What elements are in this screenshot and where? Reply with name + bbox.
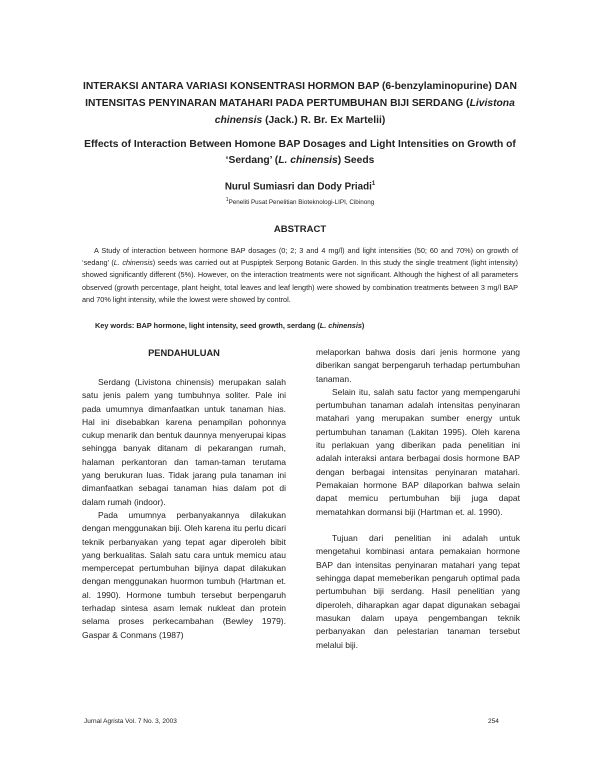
species-name: chinensis: [214, 115, 263, 126]
abstract-heading: ABSTRACT: [273, 224, 327, 235]
author-names: Nurul Sumiasri dan Dody Priadi: [224, 181, 372, 193]
abstract-text: A Study of interaction between hormone BAP dosages (0; 2; 3 and 4 mg/l) and light intensities (50; 60 and 70%) on growth of ‘sedang’ (L. chinensis) seeds was carried out at Puspiptek Serpong Botanic Garden. In this study the single treatment (light intensity) showed significantly different (5%). However, on the interaction treatments were not significant. Although the highest of all parameters observed (growth percentage, plant height, total leaves and leaf length) were showed by combination treatments between 3 mg/l BAP and 70% light intensity, while the lowest were showed by control.: [82, 246, 518, 304]
title-line-1: INTERAKSI ANTARA VARIASI KONSENTRASI HORMON BAP (6-benzylaminopurine) DAN: [82, 81, 517, 92]
paragraph: Pada umumnya perbanyakannya dilakukan dengan menggunakan biji. Oleh karena itu perlu dicari teknik perbanyakan yang tepat agar diperoleh bibit yang berkualitas. Salah satu cara untuk memicu atau mempercepat pertumbuhan bijinya dapat dilakukan dengan menggunakan huormon tumbuh (Hartman et. al. 1990). Hormone tumbuh tersebut berpengaruh terhadap sintesa asam lemak nukleat dan protein selama proses perkecambahan (Bewley 1979). Gaspar & Conmans (1987): [82, 509, 286, 640]
subtitle-line-2: ‘Serdang’ (L. chinensis) Seeds: [225, 155, 375, 166]
paper-title: [80, 78, 520, 129]
author-marker: 1: [371, 181, 376, 187]
left-column: [82, 376, 286, 642]
page-number: 254: [488, 718, 499, 725]
affiliation-marker: 1: [225, 197, 229, 203]
paragraph: melaporkan bahwa dosis dari jenis hormone yang diberikan sangat berpengaruh terhadap pertumbuhan tanaman.: [316, 347, 520, 384]
species-name: L. chinensis: [113, 258, 153, 268]
paragraph: Selain itu, salah satu factor yang mempengaruhi pertumbuhan tanaman adalah intensitas penyinaran matahari yang merupakan sumber energy untuk pertumbuhan tanaman (Lakitan 1995). Oleh karena itu perlakuan yang diberikan pada penelitian ini adalah interaksi antara berbagai dosis hormone BAP dengan berbagai intensitas penyinaran matahari. Pemakaian hormone BAP dilaporkan bahwa selain dapat memicu pertumbuhan biji juga dapat mematahkan dormansi biji (Hartman et. al. 1990).: [316, 386, 520, 517]
paragraph: Serdang (Livistona chinensis) merupakan salah satu jenis palem yang tumbuhnya soliter. Pale ini pada umumnya dimanfaatkan untuk tanaman hias. Hal ini disebabkan karena penampilan pohonnya cukup menarik dan bentuk daunnya menyerupai kipas sehingga banyak ditanam di pekarangan rumah, halaman perkantoran dan taman-taman terutama yang berukuran luas. Tidak jarang pula tanaman ini dimanfaatkan sebagai tanaman hias dalam pot di dalam rumah (indoor).: [82, 377, 286, 507]
species-name: L. chinensis: [319, 321, 362, 330]
affiliation: [80, 197, 520, 206]
authors: [80, 181, 520, 192]
english-title: [80, 137, 520, 169]
title-line-2: INTENSITAS PENYINARAN MATAHARI PADA PERTUMBUHAN BIJI SERDANG (Livistona: [85, 98, 515, 109]
right-column: [316, 346, 520, 652]
species-name: L. chinensis: [278, 155, 338, 166]
section-heading: PENDAHULUAN: [148, 348, 220, 358]
title-line-3: chinensis (Jack.) R. Br. Ex Martelii): [214, 115, 386, 126]
affiliation-text: Peneliti Pusat Penelitian Bioteknologi-LIPI, Cibinong: [228, 199, 375, 207]
species-name: Livistona: [469, 98, 515, 109]
keywords: Key words: BAP hormone, light intensity, seed growth, serdang (L. chinensis): [95, 321, 365, 330]
journal-citation: Jurnal Agrista Vol. 7 No. 3, 2003: [84, 718, 177, 725]
subtitle-line-1: Effects of Interaction Between Homone BAP Dosages and Light Intensities on Growth of: [84, 139, 516, 150]
paragraph: Tujuan dari penelitian ini adalah untuk mengetahui kombinasi antara pemakaian hormone BAP dan intensitas penyinaran matahari yang tepat sehingga dapat memeberikan pengaruh optimal pada pertumbuhan biji serdang. Hasil penelitian yang diperoleh, diharapkan agar dapat digunakan sebagai masukan dalam upaya pengembangan teknik perbanyakan dan pelestarian tanaman tersebut melalui biji.: [316, 533, 520, 650]
